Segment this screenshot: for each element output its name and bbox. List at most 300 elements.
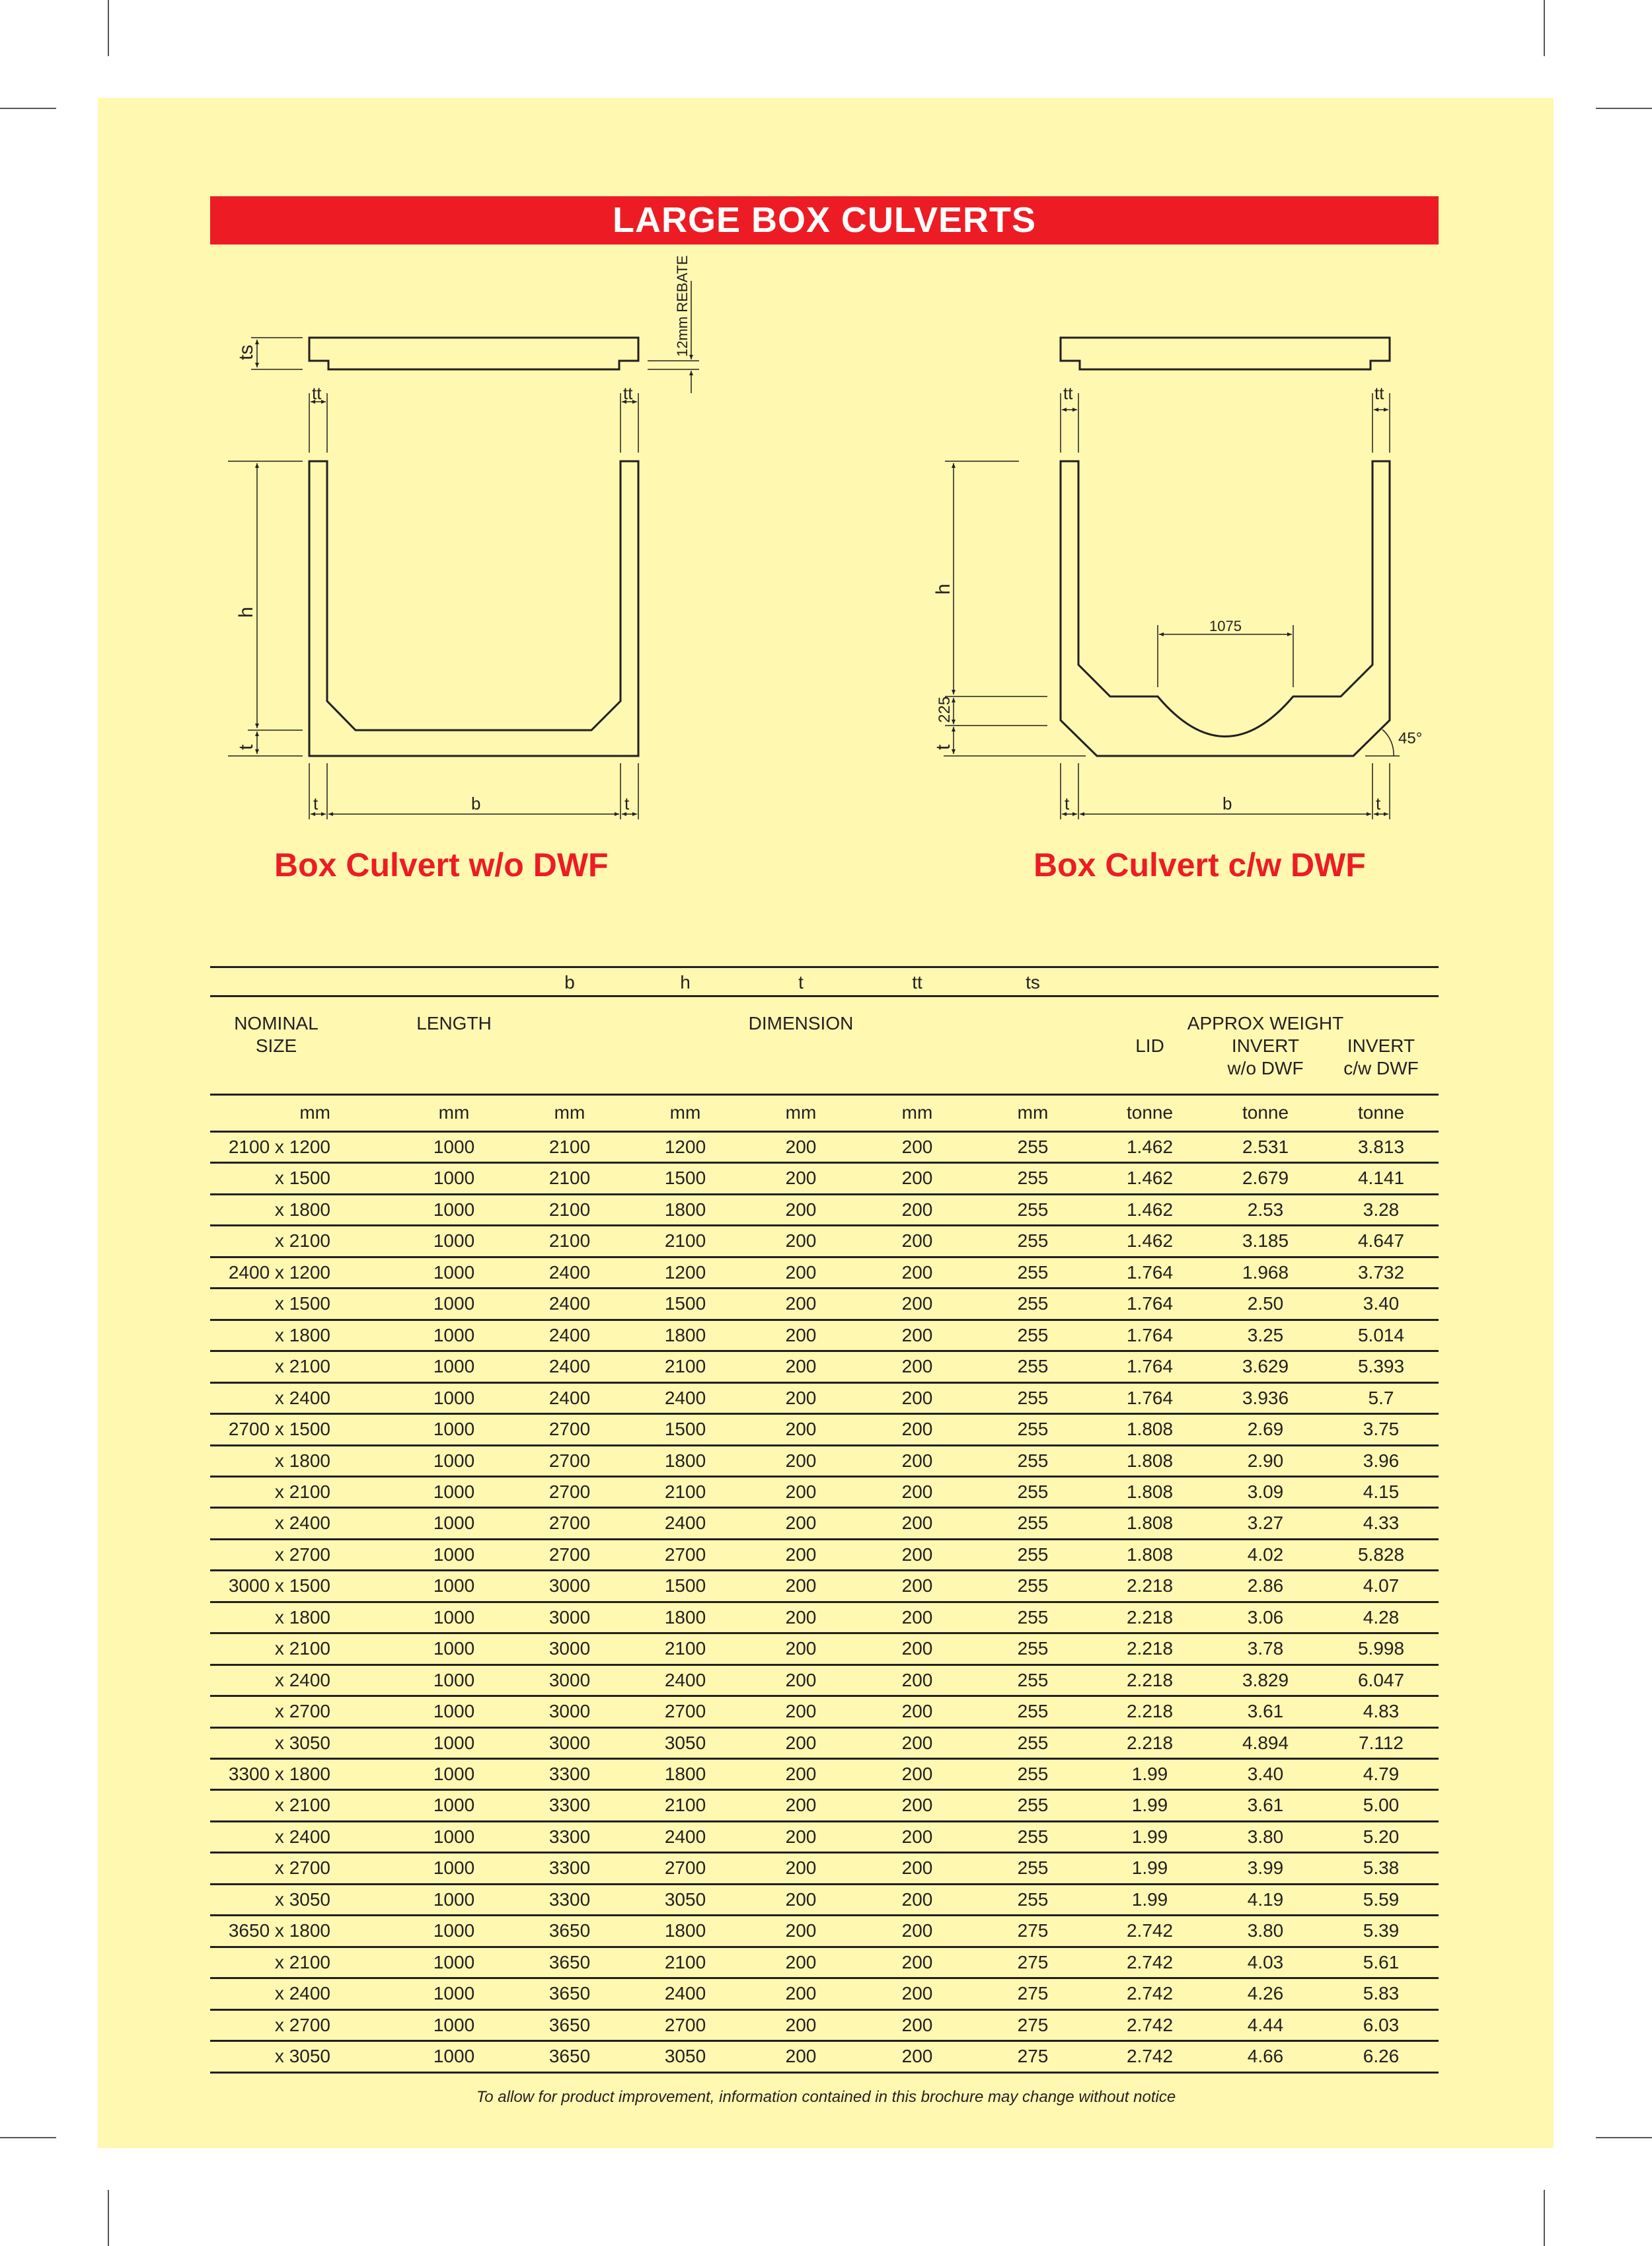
table-cell: 1.808 xyxy=(1126,1450,1174,1471)
table-cell: 1000 xyxy=(433,1513,475,1534)
table-cell: 275 xyxy=(1017,1920,1049,1941)
table-cell: 255 xyxy=(1017,1450,1049,1471)
table-cell: 5.7 xyxy=(1368,1387,1394,1408)
table-cell: 255 xyxy=(1017,1199,1049,1220)
symbol-b: b xyxy=(564,972,575,992)
symbol-ts: ts xyxy=(1026,972,1040,992)
header-invert-wo-dwf: INVERT w/o DWF xyxy=(1227,1035,1304,1078)
table-cell: 2.679 xyxy=(1242,1168,1289,1189)
table-cell: 2700 xyxy=(548,1419,591,1440)
table-cell: 200 xyxy=(785,1889,817,1910)
table-cell: 2.742 xyxy=(1126,1920,1174,1941)
table-cell: 6.047 xyxy=(1357,1669,1405,1690)
table-cell: 2400 xyxy=(548,1356,591,1377)
table-cell: 1.99 xyxy=(1131,1795,1168,1816)
table-cell: x 2700 xyxy=(274,1544,330,1565)
table-cell: 200 xyxy=(785,1513,817,1534)
table-rule xyxy=(210,1287,1439,1289)
table-cell: 1.99 xyxy=(1131,1764,1168,1784)
table-cell: 3000 x 1500 xyxy=(228,1575,330,1596)
table-cell: 200 xyxy=(785,1606,817,1628)
table-cell: 200 xyxy=(901,1983,933,2004)
table-cell: 1000 xyxy=(433,1387,475,1408)
table-cell: 2100 xyxy=(548,1168,591,1189)
table-cell: 3300 xyxy=(548,1857,591,1879)
table-cell: 3.25 xyxy=(1247,1324,1284,1345)
table-cell: 275 xyxy=(1017,1983,1049,2004)
table-cell: 1.808 xyxy=(1126,1513,1174,1534)
drawing-left xyxy=(309,338,638,756)
table-cell: 3.40 xyxy=(1247,1764,1284,1784)
table-cell: 3050 xyxy=(664,1889,706,1910)
table-cell: 1000 xyxy=(433,1230,475,1252)
table-rule xyxy=(210,1538,1439,1540)
table-cell: 1.99 xyxy=(1131,1826,1168,1847)
symbol-h: h xyxy=(680,972,691,992)
table-cell: 1.462 xyxy=(1126,1230,1174,1252)
table-cell: 200 xyxy=(785,1168,817,1189)
table-cell: 3.61 xyxy=(1247,1795,1284,1816)
table-cell: 4.141 xyxy=(1357,1168,1405,1189)
table-cell: 5.828 xyxy=(1357,1544,1405,1565)
table-cell: 1000 xyxy=(433,1732,475,1753)
table-cell: 200 xyxy=(785,1951,817,1972)
table-cell: 3000 xyxy=(548,1669,591,1690)
label-ts: ts xyxy=(235,344,257,360)
table-cell: 255 xyxy=(1017,1356,1049,1377)
table-cell: 2700 x 1500 xyxy=(228,1419,330,1440)
table-cell: 200 xyxy=(901,2014,933,2035)
table-rule xyxy=(210,1319,1439,1321)
table-cell: 200 xyxy=(901,1513,933,1534)
label-b: b xyxy=(471,794,481,813)
table-cell: 2.90 xyxy=(1247,1450,1284,1471)
table-cell: 255 xyxy=(1017,1481,1049,1502)
table-cell: 1800 xyxy=(664,1920,706,1941)
table-cell: 200 xyxy=(901,1324,933,1345)
unit-cell: tonne xyxy=(1126,1102,1174,1123)
table-cell: x 2100 xyxy=(274,1481,330,1502)
table-cell: 200 xyxy=(785,1324,817,1345)
header-length: LENGTH xyxy=(416,1013,492,1033)
table-cell: 2100 xyxy=(664,1951,706,1972)
table-cell: 200 xyxy=(901,1951,933,1972)
unit-cell: mm xyxy=(554,1102,585,1123)
table-cell: 200 xyxy=(901,1732,933,1753)
table-cell: 200 xyxy=(901,1261,933,1283)
table-cell: 1000 xyxy=(433,1951,475,1972)
table-cell: 2.218 xyxy=(1126,1669,1174,1690)
table-cell: 4.33 xyxy=(1363,1513,1400,1534)
table-cell: 5.20 xyxy=(1363,1826,1400,1847)
table-cell: x 2100 xyxy=(274,1356,330,1377)
table-cell: 200 xyxy=(785,1826,817,1847)
label-angle: 45° xyxy=(1398,730,1423,747)
table-cell: 4.44 xyxy=(1247,2014,1284,2035)
table-rule xyxy=(210,1476,1439,1478)
table-cell: 200 xyxy=(901,1293,933,1314)
table-cell: x 2400 xyxy=(274,1669,330,1690)
table-cell: 3300 xyxy=(548,1795,591,1816)
table-cell: 1000 xyxy=(433,1826,475,1847)
table-cell: 1000 xyxy=(433,1983,475,2004)
crop-mark xyxy=(1544,2190,1545,2246)
table-cell: 4.26 xyxy=(1247,1983,1284,2004)
table-cell: 2100 xyxy=(664,1795,706,1816)
table-cell: 200 xyxy=(901,1199,933,1220)
table-cell: 1000 xyxy=(433,1137,475,1157)
label-rebate: 12mm REBATE xyxy=(674,255,691,357)
table-cell: 1000 xyxy=(433,2014,475,2035)
table-cell: 200 xyxy=(785,1638,817,1659)
table-cell: 3.96 xyxy=(1363,1450,1400,1471)
table-cell: 1.99 xyxy=(1131,1889,1168,1910)
table-rule xyxy=(210,2072,1439,2074)
table-rule xyxy=(210,1413,1439,1415)
table-cell: 3.80 xyxy=(1247,1826,1284,1847)
table-cell: 200 xyxy=(785,1732,817,1753)
unit-cell: mm xyxy=(299,1102,330,1123)
table-rule xyxy=(210,1664,1439,1666)
table-cell: 1000 xyxy=(433,1544,475,1565)
table-cell: 5.39 xyxy=(1363,1920,1400,1941)
table-cell: 255 xyxy=(1017,1513,1049,1534)
table-cell: 200 xyxy=(901,1606,933,1628)
table-cell: 200 xyxy=(901,1137,933,1157)
table-cell: 2.742 xyxy=(1126,2014,1174,2035)
table-cell: 3300 xyxy=(548,1889,591,1910)
table-cell: x 3050 xyxy=(274,2046,330,2067)
table-rule xyxy=(210,995,1439,997)
table-cell: 1500 xyxy=(664,1419,706,1440)
symbol-t: t xyxy=(798,972,804,992)
table-cell: 1500 xyxy=(664,1168,706,1189)
table-cell: 5.393 xyxy=(1357,1356,1405,1377)
table-cell: 1800 xyxy=(664,1199,706,1220)
table-cell: 1800 xyxy=(664,1764,706,1784)
table-cell: 3000 xyxy=(548,1606,591,1628)
table-cell: 1.462 xyxy=(1126,1199,1174,1220)
table-cell: 200 xyxy=(785,1983,817,2004)
table-cell: 255 xyxy=(1017,1324,1049,1345)
table-cell: x 2700 xyxy=(274,1857,330,1879)
label-b: b xyxy=(1222,794,1232,813)
unit-cell: mm xyxy=(785,1102,817,1123)
table-cell: 200 xyxy=(785,2046,817,2067)
table-rule xyxy=(210,1350,1439,1352)
table-cell: 3.99 xyxy=(1247,1857,1284,1879)
table-cell: x 1800 xyxy=(274,1199,330,1220)
drawing-right xyxy=(1061,338,1390,756)
table-rule xyxy=(210,966,1439,968)
header-dimension: DIMENSION xyxy=(748,1013,854,1033)
table-cell: 2400 xyxy=(664,1669,706,1690)
table-cell: 3.80 xyxy=(1247,1920,1284,1941)
table-rule xyxy=(210,1382,1439,1384)
table-cell: 4.66 xyxy=(1247,2046,1284,2067)
label-t: t xyxy=(235,744,257,750)
table-cell: 255 xyxy=(1017,1889,1049,1910)
table-cell: 1000 xyxy=(433,2046,475,2067)
table-cell: 1000 xyxy=(433,1669,475,1690)
unit-cell: mm xyxy=(1017,1102,1049,1123)
table-cell: 255 xyxy=(1017,1764,1049,1784)
table-cell: 1000 xyxy=(433,1889,475,1910)
table-cell: 2100 x 1200 xyxy=(228,1137,330,1157)
table-rule xyxy=(210,1224,1439,1226)
table-cell: 200 xyxy=(901,1638,933,1659)
caption-without-dwf: Box Culvert w/o DWF xyxy=(274,846,609,883)
table-cell: 255 xyxy=(1017,1261,1049,1283)
table-cell: 2700 xyxy=(548,1513,591,1534)
table-cell: 2700 xyxy=(548,1544,591,1565)
table-cell: 255 xyxy=(1017,1230,1049,1252)
table-cell: 3.40 xyxy=(1363,1293,1400,1314)
table-cell: 1.764 xyxy=(1126,1356,1174,1377)
table-cell: 3050 xyxy=(664,1732,706,1753)
table-cell: 2.69 xyxy=(1247,1419,1284,1440)
table-cell: 2400 xyxy=(664,1983,706,2004)
table-cell: x 2100 xyxy=(274,1230,330,1252)
table-cell: x 2400 xyxy=(274,1983,330,2004)
table-cell: 255 xyxy=(1017,1419,1049,1440)
table-cell: 3650 xyxy=(548,2046,591,2067)
table-cell: 5.998 xyxy=(1357,1638,1405,1659)
table-cell: 2700 xyxy=(548,1481,591,1502)
table-rule xyxy=(210,1569,1439,1571)
table-rule xyxy=(210,1883,1439,1885)
table-cell: 4.02 xyxy=(1247,1544,1284,1565)
table-cell: 1000 xyxy=(433,1920,475,1941)
table-rule xyxy=(210,1162,1439,1164)
table-rule xyxy=(210,1852,1439,1853)
table-cell: 200 xyxy=(785,1575,817,1596)
table-cell: 200 xyxy=(785,1669,817,1690)
table-cell: 1.462 xyxy=(1126,1137,1174,1157)
table-rule xyxy=(210,1094,1439,1096)
table-cell: 3.829 xyxy=(1242,1669,1289,1690)
table-cell: 255 xyxy=(1017,1575,1049,1596)
table-cell: x 1500 xyxy=(274,1168,330,1189)
table-cell: 3.28 xyxy=(1363,1199,1400,1220)
table-cell: 200 xyxy=(785,1293,817,1314)
table-cell: 5.014 xyxy=(1357,1324,1405,1345)
table-cell: 200 xyxy=(785,1419,817,1440)
table-cell: 200 xyxy=(901,1387,933,1408)
table-cell: 3650 xyxy=(548,1951,591,1972)
table-rule xyxy=(210,1193,1439,1195)
table-cell: 200 xyxy=(901,1889,933,1910)
table-cell: 1000 xyxy=(433,1795,475,1816)
header-nominal-size: NOMINAL SIZE xyxy=(234,1013,319,1056)
table-cell: 200 xyxy=(901,2046,933,2067)
table-cell: 255 xyxy=(1017,1606,1049,1628)
table-cell: x 1800 xyxy=(274,1450,330,1471)
table-cell: x 2700 xyxy=(274,1701,330,1722)
table-cell: 255 xyxy=(1017,1137,1049,1157)
table-cell: 275 xyxy=(1017,2046,1049,2067)
table-cell: 255 xyxy=(1017,1732,1049,1753)
table-cell: 1000 xyxy=(433,1199,475,1220)
table-rule xyxy=(210,1820,1439,1822)
table-cell: 1500 xyxy=(664,1575,706,1596)
crop-mark xyxy=(0,2137,56,2138)
table-rule xyxy=(210,1444,1439,1446)
table-cell: 200 xyxy=(785,1481,817,1502)
table-cell: 1.808 xyxy=(1126,1481,1174,1502)
table-rule xyxy=(210,1727,1439,1729)
table-cell: 200 xyxy=(785,1795,817,1816)
header-approx-weight: APPROX WEIGHT xyxy=(1187,1013,1344,1033)
table-cell: 2400 xyxy=(548,1261,591,1283)
table-cell: x 2100 xyxy=(274,1951,330,1972)
table-cell: 1.764 xyxy=(1126,1293,1174,1314)
table-cell: 1000 xyxy=(433,1168,475,1189)
table-cell: 2.742 xyxy=(1126,1951,1174,1972)
label-tt: tt xyxy=(1063,383,1073,403)
label-h: h xyxy=(235,607,257,618)
table-cell: 200 xyxy=(901,1669,933,1690)
table-cell: 1000 xyxy=(433,1450,475,1471)
caption-with-dwf: Box Culvert c/w DWF xyxy=(1033,846,1366,883)
table-cell: 3.813 xyxy=(1357,1137,1405,1157)
table-cell: 3000 xyxy=(548,1638,591,1659)
table-cell: 4.647 xyxy=(1357,1230,1405,1252)
table-cell: 275 xyxy=(1017,2014,1049,2035)
table-cell: 3300 xyxy=(548,1764,591,1784)
table-cell: 1.808 xyxy=(1126,1544,1174,1565)
table-cell: 255 xyxy=(1017,1826,1049,1847)
table-cell: 200 xyxy=(901,1168,933,1189)
table-cell: 3.629 xyxy=(1242,1356,1289,1377)
table-cell: x 1500 xyxy=(274,1293,330,1314)
unit-cell: mm xyxy=(669,1102,701,1123)
table-cell: 2.531 xyxy=(1242,1137,1289,1157)
table-cell: 4.03 xyxy=(1247,1951,1284,1972)
table-cell: 200 xyxy=(785,1920,817,1941)
table-cell: 2.742 xyxy=(1126,2046,1174,2067)
crop-mark xyxy=(108,2190,109,2246)
table-cell: 3.732 xyxy=(1357,1261,1405,1283)
table-rule xyxy=(210,1131,1439,1133)
table-cell: 255 xyxy=(1017,1544,1049,1565)
table-cell: 200 xyxy=(785,1199,817,1220)
table-cell: 2.218 xyxy=(1126,1575,1174,1596)
table-cell: 5.00 xyxy=(1363,1795,1400,1816)
table-cell: 3.78 xyxy=(1247,1638,1284,1659)
table-cell: 3000 xyxy=(548,1575,591,1596)
table-cell: 1000 xyxy=(433,1575,475,1596)
table-cell: 5.59 xyxy=(1363,1889,1400,1910)
table-cell: 3000 xyxy=(548,1701,591,1722)
table-cell: 255 xyxy=(1017,1293,1049,1314)
table-cell: 200 xyxy=(785,1450,817,1471)
table-cell: 200 xyxy=(901,1419,933,1440)
table-cell: 2.218 xyxy=(1126,1732,1174,1753)
table-cell: 2700 xyxy=(664,2014,706,2035)
table-cell: 200 xyxy=(901,1481,933,1502)
table-cell: 2.742 xyxy=(1126,1983,1174,2004)
table-cell: 1800 xyxy=(664,1450,706,1471)
table-cell: 1000 xyxy=(433,1293,475,1314)
table-cell: 4.894 xyxy=(1242,1732,1289,1753)
table-rule xyxy=(210,1758,1439,1760)
table-cell: x 1800 xyxy=(274,1606,330,1628)
table-rule xyxy=(210,2009,1439,2011)
table-cell: 5.38 xyxy=(1363,1857,1400,1879)
table-cell: 255 xyxy=(1017,1857,1049,1879)
label-t: t xyxy=(624,794,630,813)
table-cell: 1.462 xyxy=(1126,1168,1174,1189)
table-cell: 1000 xyxy=(433,1638,475,1659)
table-cell: 3.185 xyxy=(1242,1230,1289,1252)
table-cell: 3.09 xyxy=(1247,1481,1284,1502)
table-cell: 255 xyxy=(1017,1638,1049,1659)
table-cell: 3.75 xyxy=(1363,1419,1400,1440)
table-cell: 200 xyxy=(901,1356,933,1377)
table-cell: 3650 x 1800 xyxy=(228,1920,330,1941)
table-cell: 5.83 xyxy=(1363,1983,1400,2004)
table-cell: 255 xyxy=(1017,1387,1049,1408)
table-cell: 2.218 xyxy=(1126,1606,1174,1628)
table-rule xyxy=(210,1256,1439,1258)
label-tt: tt xyxy=(312,383,322,403)
table-cell: 3650 xyxy=(548,2014,591,2035)
label-t: t xyxy=(932,744,954,750)
table-cell: 2100 xyxy=(664,1230,706,1252)
table-cell: 200 xyxy=(785,1261,817,1283)
table-cell: 2400 xyxy=(548,1293,591,1314)
table-cell: 4.28 xyxy=(1363,1606,1400,1628)
table-cell: 6.26 xyxy=(1363,2046,1400,2067)
table-cell: 200 xyxy=(785,1387,817,1408)
table-cell: 1000 xyxy=(433,1606,475,1628)
table-cell: 1500 xyxy=(664,1293,706,1314)
table-cell: 200 xyxy=(901,1857,933,1879)
table-cell: 2.50 xyxy=(1247,1293,1284,1314)
table-cell: 200 xyxy=(785,1137,817,1157)
table-cell: 2400 xyxy=(548,1324,591,1345)
table-cell: 200 xyxy=(901,1795,933,1816)
table-cell: 2.53 xyxy=(1247,1199,1284,1220)
table-cell: 200 xyxy=(785,1857,817,1879)
unit-cell: mm xyxy=(901,1102,933,1123)
table-cell: 2100 xyxy=(664,1481,706,1502)
table-cell: 4.79 xyxy=(1363,1764,1400,1784)
table-cell: 1.99 xyxy=(1131,1857,1168,1879)
table-cell: 3.61 xyxy=(1247,1701,1284,1722)
table-cell: 2400 xyxy=(664,1513,706,1534)
unit-cell: tonne xyxy=(1357,1102,1405,1123)
table-cell: 3300 x 1800 xyxy=(228,1764,330,1784)
header-invert-cw-dwf: INVERT c/w DWF xyxy=(1343,1035,1419,1078)
unit-cell: tonne xyxy=(1242,1102,1289,1123)
table-rule xyxy=(210,1977,1439,1979)
table-cell: 1000 xyxy=(433,1857,475,1879)
table-cell: 1800 xyxy=(664,1606,706,1628)
header-lid: LID xyxy=(1135,1035,1164,1056)
table-rule xyxy=(210,1601,1439,1603)
table-cell: 1200 xyxy=(664,1137,706,1157)
table-cell: 4.15 xyxy=(1363,1481,1400,1502)
table-cell: x 1800 xyxy=(274,1324,330,1345)
symbol-tt: tt xyxy=(912,972,922,992)
table-cell: 2400 xyxy=(548,1387,591,1408)
table-cell: 1000 xyxy=(433,1419,475,1440)
table-cell: 3000 xyxy=(548,1732,591,1753)
table-cell: 3.27 xyxy=(1247,1513,1284,1534)
table-cell: x 3050 xyxy=(274,1889,330,1910)
